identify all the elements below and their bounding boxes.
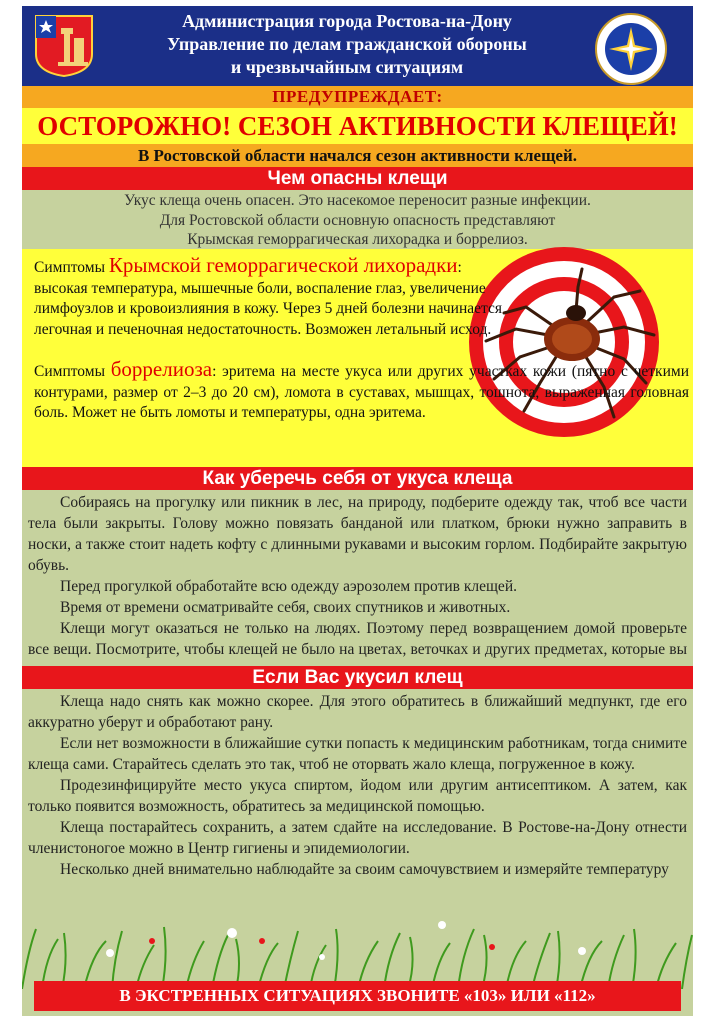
warning-subtitle: ПРЕДУПРЕЖДАЕТ: bbox=[22, 86, 693, 108]
protection-paragraph: Перед прогулкой обработайте всю одежду аэрозолем против клещей. bbox=[60, 578, 517, 595]
intro-line-1: Укус клеща очень опасен. Это насекомое переносит разные инфекции. bbox=[124, 192, 591, 209]
poster bbox=[22, 6, 693, 1016]
section-heading-dangers: Чем опасны клещи bbox=[22, 167, 693, 190]
city-coat-of-arms-icon bbox=[34, 14, 94, 78]
symptoms-panel bbox=[22, 249, 693, 467]
warning-title: ОСТОРОЖНО! СЕЗОН АКТИВНОСТИ КЛЕЩЕЙ! bbox=[22, 108, 693, 144]
civil-defense-emblem-icon bbox=[594, 12, 668, 86]
symptoms-borreliosis bbox=[34, 359, 689, 424]
poster-header bbox=[22, 6, 693, 86]
symptoms-fever-disease: Крымской геморрагической лихорадки bbox=[108, 253, 458, 277]
header-line-1: Администрация города Ростова-на-Дону bbox=[182, 11, 512, 31]
symptoms-fever-text: высокая температура, мышечные боли, воспаление глаз, увеличение лимфоузлов и кровоизлияния в кожу. Через 5 дней болезни начинается легочная и печеночная недостаточность. Возможен летальный исход. bbox=[34, 279, 503, 338]
symptoms-fever-prefix: Симптомы bbox=[34, 259, 109, 276]
symptoms-fever-colon: : bbox=[457, 259, 462, 276]
symptoms-borreliosis-disease: боррелиоза bbox=[110, 357, 213, 381]
warning-line: В Ростовской области начался сезон активности клещей. bbox=[22, 144, 693, 167]
bitten-paragraph: Клеща постарайтесь сохранить, а затем сдайте на исследование. В Ростове-на-Дону отнести членистоногое можно в Центр гигиены и эпидемиологии. bbox=[28, 819, 687, 857]
header-title bbox=[112, 10, 582, 79]
intro-line-3: Крымская геморрагическая лихорадка и боррелиоз. bbox=[187, 231, 528, 248]
protection-paragraph: Собираясь на прогулку или пикник в лес, на природу, подберите одежду так, чтоб все части тела были закрыты. Голову можно повязать банданой или платком, брюки нужно заправить в носки, а также стоит надеть кофту с длинными рукавами и высоким горлом. Подбирайте закрытую обувь. bbox=[28, 494, 687, 574]
protection-paragraph: Время от времени осматривайте себя, своих спутников и животных. bbox=[60, 599, 511, 616]
grass-decoration bbox=[22, 911, 693, 989]
protection-text bbox=[28, 492, 687, 681]
symptoms-fever bbox=[34, 255, 504, 340]
bitten-text bbox=[28, 691, 687, 880]
bitten-paragraph: Несколько дней внимательно наблюдайте за своим самочувствием и измеряйте температуру bbox=[60, 861, 669, 878]
symptoms-borreliosis-text: эритема на месте укуса или других участках кожи (пятно с четкими контурами, размер от 2–3 до 20 см), ломота в суставах, мышцах, тошнота, выраженная головная боль. Может не быть ломоты и температуры, одна эритема. bbox=[34, 363, 689, 421]
section-heading-bitten: Если Вас укусил клещ bbox=[22, 666, 693, 689]
symptoms-borreliosis-colon: : bbox=[212, 363, 217, 380]
bitten-paragraph: Если нет возможности в ближайшие сутки попасть к медицинским работникам, тогда снимите клеща сами. Старайтесь сделать это так, чтоб не оторвать жало клеща, погруженное в кожу. bbox=[28, 735, 687, 773]
bitten-paragraph: Клеща надо снять как можно скорее. Для этого обратитесь в ближайший медпункт, где его аккуратно уберут и обработают рану. bbox=[28, 693, 687, 731]
intro-line-2: Для Ростовской области основную опасность представляют bbox=[159, 211, 556, 229]
section-intro bbox=[22, 191, 693, 249]
protection-paragraph: Клещи могут оказаться не только на людях. Поэтому перед возвращением домой проверьте все вещи. Посмотрите, чтобы клещей не было на цветах, веточках и других предметах, которые вы bbox=[28, 620, 687, 658]
header-line-3: и чрезвычайным ситуациям bbox=[230, 57, 464, 77]
emergency-phone-banner: В ЭКСТРЕННЫХ СИТУАЦИЯХ ЗВОНИТЕ «103» ИЛИ «112» bbox=[34, 981, 681, 1011]
header-line-2: Управление по делам гражданской обороны bbox=[167, 34, 527, 54]
bitten-paragraph: Продезинфицируйте место укуса спиртом, йодом или другим антисептиком. А затем, как только появится возможность, обратитесь за медицинской помощью. bbox=[28, 777, 687, 815]
section-heading-protection: Как уберечь себя от укуса клеща bbox=[22, 467, 693, 490]
symptoms-borreliosis-prefix: Симптомы bbox=[34, 363, 111, 380]
